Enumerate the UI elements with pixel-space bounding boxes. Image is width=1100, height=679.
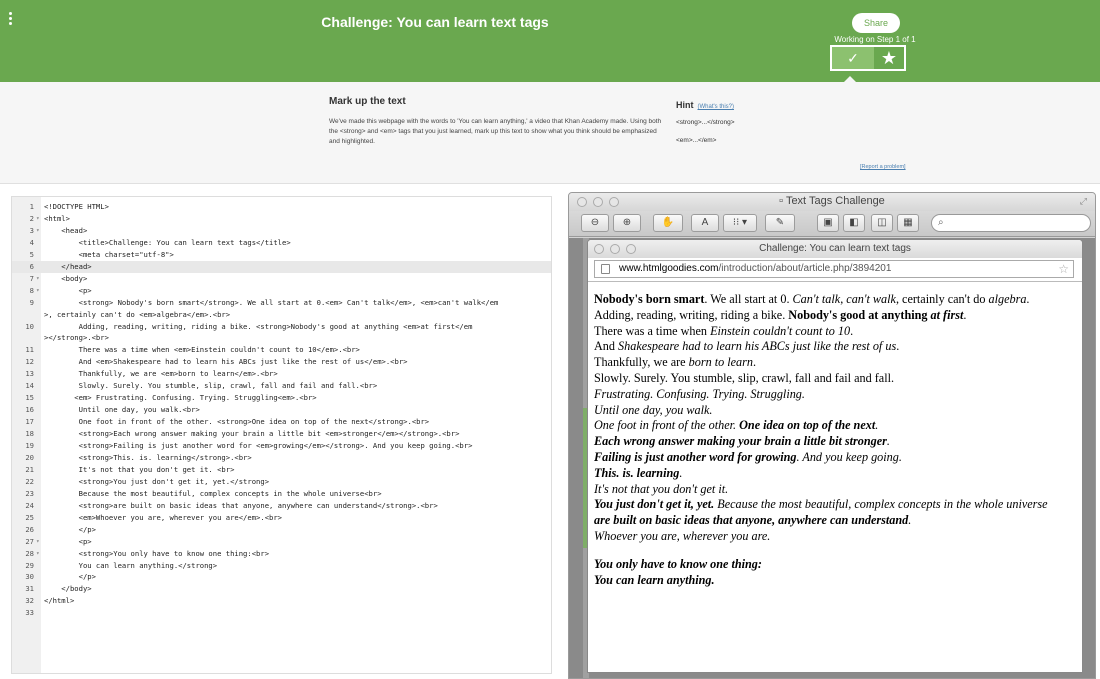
paragraph-1	[594, 292, 1074, 545]
page-text: Whoever you are, wherever you are.	[594, 528, 771, 543]
line-number: 26	[25, 524, 34, 534]
browser-titlebar	[588, 240, 1082, 258]
page-text: And	[594, 339, 619, 354]
view-grid-icon[interactable]: ▦	[897, 214, 919, 232]
code-line[interactable]	[12, 595, 552, 607]
line-number: 12	[25, 357, 34, 367]
code-text[interactable]: One foot in front of the other. <strong>One idea on top of the next</strong>.<br>	[44, 417, 430, 427]
code-line[interactable]	[12, 428, 552, 440]
code-line[interactable]	[12, 512, 552, 524]
page-text: Frustrating. Confusing. Trying. Struggling.	[594, 386, 805, 401]
page-text: at first	[930, 307, 964, 322]
annotate-icon[interactable]: ✎	[765, 214, 795, 232]
code-text[interactable]: </body>	[44, 584, 92, 594]
code-line[interactable]	[12, 440, 552, 452]
page-line	[594, 557, 1074, 573]
code-text[interactable]: <strong>This. is. learning</strong>.<br>	[44, 452, 252, 462]
code-line[interactable]	[12, 476, 552, 488]
rendered-page	[594, 292, 1074, 588]
url-path: /introduction/about/article.php/3894201	[718, 263, 892, 274]
toolbar-divider	[588, 281, 1082, 282]
code-text[interactable]: Adding, reading, writing, riding a bike. <strong>Nobody's good at anything <em>at first</em	[44, 321, 473, 331]
code-line[interactable]	[12, 213, 552, 225]
view-sidebar-icon[interactable]: ◧	[843, 214, 865, 232]
code-line[interactable]	[12, 297, 552, 309]
page-text: This. is. learning	[594, 465, 680, 480]
code-text[interactable]: <p>	[44, 536, 92, 546]
line-number: 16	[25, 405, 34, 415]
page-text: .	[908, 513, 912, 528]
url-domain: www.htmlgoodies.com	[619, 263, 719, 274]
code-line[interactable]	[12, 344, 552, 356]
preview-window-title: ▫ Text Tags Challenge	[779, 195, 885, 207]
page-line	[594, 339, 1074, 355]
search-input[interactable]	[931, 214, 1091, 232]
page-text: Each wrong answer making your brain a little bit stronger	[594, 434, 887, 449]
code-text[interactable]: <strong>are built on basic ideas that anyone, anywhere can understand</strong>.<br>	[44, 500, 438, 510]
code-line[interactable]	[12, 488, 552, 500]
code-text[interactable]: There was a time when <em>Einstein couldn't count to 10</em>.<br>	[44, 345, 360, 355]
line-number: 15	[25, 393, 34, 403]
line-number: 10	[25, 321, 34, 331]
code-line[interactable]	[12, 416, 552, 428]
code-line[interactable]	[12, 452, 552, 464]
code-line[interactable]	[12, 321, 552, 333]
challenge-banner	[0, 0, 1100, 82]
page-text: You can learn anything.	[594, 572, 715, 587]
bookmark-star-icon[interactable]: ☆	[1058, 262, 1069, 276]
page-text: One foot in front of the other.	[594, 418, 740, 433]
page-text: can't walk	[846, 292, 896, 306]
line-number: 20	[25, 452, 34, 462]
code-text[interactable]: <strong>You just don't get it, yet.</strong>	[44, 476, 270, 486]
page-text: . We all start at 0.	[704, 292, 793, 306]
code-text[interactable]: <strong>Each wrong answer making your brain a little bit <em>stronger</em></strong>.<br>	[44, 429, 460, 439]
page-text: There was a time when	[594, 323, 711, 338]
page-line	[594, 450, 1074, 466]
page-line	[594, 403, 1074, 419]
hint-em: <em>...</em>	[676, 137, 717, 144]
code-text[interactable]: <em> Frustrating. Confusing. Trying. Struggling<em>.<br>	[44, 393, 317, 403]
code-line[interactable]	[12, 583, 552, 595]
code-line[interactable]	[12, 285, 552, 297]
code-line[interactable]	[12, 500, 552, 512]
code-text[interactable]: >, certainly can't do <em>algebra</em>.<br>	[44, 309, 231, 319]
challenge-title: Challenge: You can learn text tags	[321, 14, 549, 30]
share-button[interactable]: Share	[852, 13, 900, 33]
line-number: 8	[29, 285, 34, 295]
code-text[interactable]: <strong>You only have to know one thing:<br>	[44, 548, 270, 558]
page-text: .	[963, 307, 967, 322]
instructions-title: Mark up the text	[329, 96, 406, 107]
code-text[interactable]: </html>	[44, 596, 75, 606]
page-text: It's not that you don't get it.	[594, 481, 729, 496]
paragraph-gap	[594, 545, 1074, 557]
code-line[interactable]	[12, 201, 552, 213]
fold-arrow-icon[interactable]: ▾	[36, 274, 40, 282]
page-icon	[601, 264, 610, 274]
code-text[interactable]: <head>	[44, 225, 88, 235]
page-line	[594, 292, 1074, 308]
instructions-panel	[0, 82, 1100, 184]
code-line[interactable]	[12, 392, 552, 404]
paragraph-2	[594, 557, 1074, 589]
line-number: 1	[29, 202, 34, 211]
page-text: Adding, reading, writing, riding a bike.	[594, 307, 789, 322]
fold-arrow-icon[interactable]: ▾	[36, 286, 40, 294]
page-text: . And you keep going.	[796, 449, 902, 464]
hint-strong: <strong>...</strong>	[676, 119, 735, 126]
line-number: 14	[25, 381, 34, 391]
page-text: Einstein couldn't count to 10	[710, 323, 851, 338]
hint-heading	[676, 100, 734, 110]
code-text[interactable]: You can learn anything.</strong>	[44, 560, 218, 570]
code-line[interactable]	[12, 548, 552, 560]
page-line	[594, 497, 1074, 513]
code-text[interactable]: ></strong>.<br>	[44, 333, 109, 343]
line-number: 33	[25, 608, 34, 618]
code-text[interactable]: <!DOCTYPE HTML>	[44, 202, 109, 211]
page-line	[594, 418, 1074, 434]
page-text: born to learn	[688, 355, 753, 370]
line-number: 27	[25, 536, 34, 546]
page-line	[594, 371, 1074, 387]
page-line	[594, 529, 1074, 545]
code-editor[interactable]	[11, 196, 552, 674]
line-number: 4	[29, 237, 34, 247]
page-line	[594, 513, 1074, 529]
code-line[interactable]	[12, 536, 552, 548]
code-line[interactable]	[12, 273, 552, 285]
line-number: 32	[25, 596, 34, 606]
line-number: 3	[29, 225, 34, 235]
line-number: 30	[25, 572, 34, 582]
line-number: 5	[29, 249, 34, 259]
page-line	[594, 434, 1074, 450]
page-text: Nobody's good at anything	[788, 307, 931, 322]
preview-window-title-text: Text Tags Challenge	[785, 195, 885, 207]
line-number: 6	[29, 261, 34, 271]
code-line[interactable]	[12, 368, 552, 380]
line-number: 2	[29, 213, 34, 223]
code-text[interactable]: <strong>Failing is just another word for <em>growing</em></strong>. And you keep going.<br>	[44, 441, 473, 450]
page-text: are built on basic ideas that anyone, anywhere can understand	[594, 513, 909, 528]
code-text[interactable]: </p>	[44, 572, 96, 582]
line-number: 21	[25, 464, 34, 474]
check-icon: ✓	[832, 47, 874, 69]
code-line[interactable]	[12, 309, 552, 321]
line-number: 22	[25, 476, 34, 486]
preview-titlebar	[569, 193, 1095, 211]
line-number: 11	[25, 345, 34, 355]
fold-arrow-icon[interactable]: ▾	[36, 226, 40, 234]
code-text[interactable]: <p>	[44, 285, 92, 295]
page-text: Slowly. Surely. You stumble, slip, crawl, fall and fail and fall.	[594, 370, 895, 385]
code-text[interactable]: And <em>Shakespeare had to learn his ABCs just like the rest of us</em>.<br>	[44, 357, 408, 367]
page-line	[594, 355, 1074, 371]
code-line[interactable]	[12, 607, 552, 619]
code-text[interactable]: Because the most beautiful, complex concepts in the whole universe<br>	[44, 488, 382, 498]
page-text: .	[1026, 292, 1030, 306]
text-select-icon[interactable]: A	[691, 214, 719, 232]
code-line[interactable]	[12, 560, 552, 572]
step-status: Working on Step 1 of 1	[834, 35, 916, 44]
code-line[interactable]	[12, 332, 552, 344]
browser-window	[587, 239, 1083, 673]
grid-select-icon[interactable]: ⁝⁝ ▾	[723, 214, 757, 232]
code-line[interactable]	[12, 524, 552, 536]
code-text[interactable]: It's not that you don't get it. <br>	[44, 464, 235, 474]
page-line	[594, 573, 1074, 589]
page-text: Nobody's born smart	[594, 292, 705, 306]
line-number: 19	[25, 441, 34, 450]
zoom-in-icon[interactable]: ⊕	[613, 214, 641, 232]
line-number: 25	[25, 512, 34, 522]
preview-toolbar	[569, 211, 1095, 237]
search-icon: ⌕	[938, 217, 944, 228]
page-text: .	[850, 323, 854, 338]
code-line[interactable]	[12, 404, 552, 416]
line-number: 24	[25, 500, 34, 510]
step-progress[interactable]	[830, 45, 906, 71]
view-single-icon[interactable]: ▣	[817, 214, 839, 232]
code-text[interactable]: <em>Whoever you are, wherever you are</em>.<br>	[44, 512, 282, 522]
page-text: Shakespeare had to learn his ABCs just like the rest of us	[618, 339, 897, 354]
page-line	[594, 466, 1074, 482]
fold-arrow-icon[interactable]: ▾	[36, 214, 40, 222]
zoom-out-icon[interactable]: ⊖	[581, 214, 609, 232]
page-text: .	[886, 434, 890, 449]
page-text: ,	[840, 292, 847, 306]
page-text: You just don't get it, yet.	[594, 497, 715, 512]
page-text: You only have to know one thing:	[594, 556, 762, 571]
page-text: Failing is just another word for growing	[594, 449, 797, 464]
fold-arrow-icon[interactable]: ▾	[36, 549, 40, 557]
hand-icon[interactable]: ✋	[653, 214, 683, 232]
page-text: .	[875, 418, 879, 433]
code-text[interactable]: Thankfully, we are <em>born to learn</em>.<br>	[44, 369, 278, 379]
code-text[interactable]: Until one day, you walk.<br>	[44, 405, 200, 415]
view-two-icon[interactable]: ◫	[871, 214, 893, 232]
line-number: 29	[25, 560, 34, 570]
code-text[interactable]: </head>	[44, 261, 92, 271]
hint-title: Hint	[676, 100, 694, 110]
page-text: .	[679, 465, 683, 480]
browser-title: Challenge: You can learn text tags	[759, 243, 911, 254]
code-text[interactable]: Slowly. Surely. You stumble, slip, crawl, fall and fail and fall.<br>	[44, 381, 378, 391]
fold-arrow-icon[interactable]: ▾	[36, 537, 40, 545]
code-text[interactable]: <meta charset="utf-8">	[44, 249, 174, 259]
code-line[interactable]	[12, 249, 552, 261]
code-text[interactable]: <strong> Nobody's born smart</strong>. We all start at 0.<em> Can't talk</em>, <em>can't walk</em	[44, 297, 499, 307]
line-number: 31	[25, 584, 34, 594]
page-line	[594, 387, 1074, 403]
page-text: Because the most beautiful, complex concepts in the whole universe	[714, 497, 1048, 512]
code-line[interactable]	[12, 571, 552, 583]
page-text: algebra	[988, 292, 1027, 306]
code-line[interactable]	[12, 225, 552, 237]
star-icon: ★	[880, 48, 898, 68]
code-text[interactable]: <body>	[44, 273, 88, 283]
line-number: 13	[25, 369, 34, 379]
page-text: Thankfully, we are	[594, 355, 689, 370]
page-line	[594, 324, 1074, 340]
code-text[interactable]: </p>	[44, 524, 96, 534]
instructions-text: We've made this webpage with the words to 'You can learn anything,' a video that Khan Academy made. Using both the <strong> and <em> tags that you just learned, mark up this text to show what you think should be emphasized and highlighted.	[329, 118, 662, 145]
page-line	[594, 308, 1074, 324]
page-text: Until one day, you walk.	[594, 402, 713, 417]
fullscreen-icon[interactable]: ⤢	[1079, 196, 1087, 206]
code-line[interactable]	[12, 464, 552, 476]
line-number: 9	[29, 297, 34, 307]
line-number: 7	[29, 273, 34, 283]
line-number: 17	[25, 417, 34, 427]
code-line[interactable]	[12, 237, 552, 249]
line-number: 28	[25, 548, 34, 558]
code-line[interactable]	[12, 356, 552, 368]
page-text: .	[752, 355, 757, 370]
report-problem-link[interactable]: [Report a problem]	[860, 164, 906, 170]
code-line[interactable]	[12, 261, 552, 273]
hint-help-link[interactable]: (What's this?)	[697, 104, 734, 110]
code-text[interactable]: <html>	[44, 213, 70, 223]
line-number: 18	[25, 429, 34, 439]
code-text[interactable]: <title>Challenge: You can learn text tags</title>	[44, 237, 291, 247]
page-text: , certainly can't do	[895, 292, 989, 306]
line-number: 23	[25, 488, 34, 498]
page-line	[594, 482, 1074, 498]
page-text: Can't talk	[792, 292, 841, 306]
page-text: One idea on top of the next	[739, 418, 876, 433]
page-text: .	[896, 339, 900, 354]
code-line[interactable]	[12, 380, 552, 392]
address-bar[interactable]	[594, 260, 1074, 278]
